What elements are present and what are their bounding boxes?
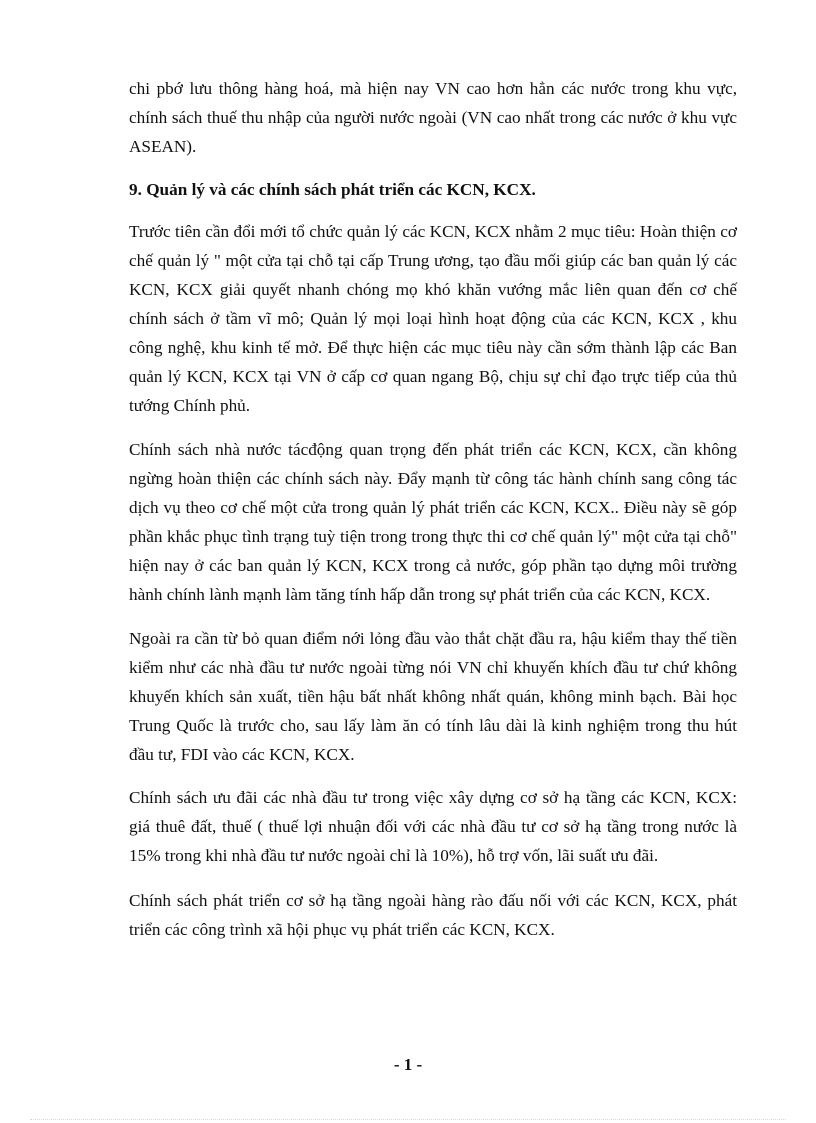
paragraph-management-reform: Trước tiên cần đổi mới tổ chức quản lý các KCN, KCX nhằm 2 mục tiêu: Hoàn thiện cơ chế quản lý " một cửa tại chỗ tại cấp Trung ương, tạo đầu mối giúp các ban quản lý các KCN, KCX giải quyết nhanh chóng mọ khó khăn vướng mắc liên quan đến cơ chế chính sách ở tầm vĩ mô; Quản lý mọi loại hình hoạt động của các KCN, KCX , khu công nghệ, khu kinh tế mở. Để thực hiện các mục tiêu này cần sớm thành lập các Ban quản lý KCN, KCX tại VN ở cấp cơ quan ngang Bộ, chịu sự chỉ đạo trực tiếp của thủ tướng Chính phủ. bbox=[129, 222, 737, 415]
paragraph-state-policy: Chính sách nhà nước tácđộng quan trọng đến phát triển các KCN, KCX, cần không ngừng hoàn thiện các chính sách này. Đẩy mạnh từ công tác hành chính sang công tác dịch vụ theo cơ chế một cửa trong quản lý phát triển các KCN, KCX.. Điều này sẽ góp phần khắc phục tình trạng tuỳ tiện trong trong thực thi cơ chế quản lý" một cửa tại chỗ" hiện nay ở các ban quản lý KCN, KCX trong cả nước, góp phần tạo dựng môi trường hành chính lành mạnh làm tăng tính hấp dẫn trong sự phát triển của các KCN, KCX. bbox=[129, 440, 737, 604]
paragraph-investment-approach: Ngoài ra cần từ bỏ quan điểm nới lỏng đầu vào thắt chặt đầu ra, hậu kiểm thay thế tiền kiểm như các nhà đầu tư nước ngoài từng nói VN chỉ khuyến khích đầu tư chứ không khuyến khích sản xuất, tiền hậu bất nhất không nhất quán, không minh bạch. Bài học Trung Quốc là trước cho, sau lấy làm ăn có tính lâu dài là kinh nghiệm trong thu hút đầu tư, FDI vào các KCN, KCX. bbox=[129, 629, 737, 764]
paragraph-continued: chi pbớ lưu thông hàng hoá, mà hiện nay VN cao hơn hẳn các nước trong khu vực, chính sách thuế thu nhập của người nước ngoài (VN cao nhất trong các nước ở khu vực ASEAN). bbox=[129, 79, 737, 156]
page-bottom-edge bbox=[30, 1119, 786, 1120]
section-heading: 9. Quản lý và các chính sách phát triển các KCN, KCX. bbox=[129, 180, 536, 199]
document-body bbox=[129, 74, 737, 960]
page-number: - 1 - bbox=[393, 1055, 423, 1074]
paragraph-infrastructure-incentives: Chính sách ưu đãi các nhà đầu tư trong việc xây dựng cơ sở hạ tầng các KCN, KCX: giá thuê đất, thuế ( thuế lợi nhuận đối với các nhà đầu tư cơ sở hạ tầng trong nước là 15% trong khi nhà đầu tư nước ngoài chỉ là 10%), hỗ trợ vốn, lãi suất ưu đãi. bbox=[129, 788, 737, 865]
paragraph-external-infrastructure: Chính sách phát triển cơ sở hạ tầng ngoài hàng rào đấu nối với các KCN, KCX, phát triển các công trình xã hội phục vụ phát triển các KCN, KCX. bbox=[129, 891, 737, 939]
